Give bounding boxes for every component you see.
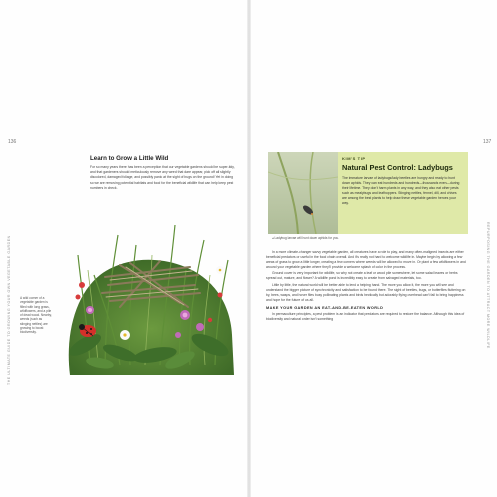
right-paragraph: Little by little, the natural world will be better able to lend a helping hand. The more you allow it, the more you will see and understand the bigger picture of synchronicity and satisfaction to be found there. The sight of beetles, bugs, or butterflies fluttering on by, bees, wasps, and hover flies busy pollinating plants and birds hectically but adorably flying overhead can't fail to bring happiness and hope for the future of us all. [266, 282, 466, 302]
right-paragraph: Ground cover is very important for wildlife, so why not create a leaf or wood pile somewhere, let some salad leaves or herbs spread out, mature, and flower? A wildlife pond is incredibly easy to create from salvaged materials, too. [266, 271, 458, 281]
right-paragraph: In a more climate-changer savvy vegetable garden, all creatures have a role to play, and many often-maligned insects are either beneficial predators or useful in the food chain overall. And it's really not hard to welcome wildlife in. Maybe begin by allowing a few areas of grass to grow a little longer, creating a few corners where weeds will be allowed to move in. Or plant a few wildflowers in and around your vegetable garden where they'll provide a welcome splash of color in the process. [266, 250, 466, 270]
right-paragraph: In permaculture principles, a pest problem is an indicator that predators are required to restore the balance. Although this idea of biodiversity and natural order isn't something [266, 312, 465, 322]
wild-garden-illustration [60, 215, 240, 380]
left-heading: Learn to Grow a Little Wild [90, 155, 169, 162]
left-page-number: 136 [8, 139, 17, 145]
book-gutter [247, 0, 251, 497]
left-intro-text: For so many years there has been a perception that our vegetable gardens should be super-tidy, and that gardeners should meticulously remove any weed that dare appear, pick off all slightly discolored, damaged foliage, and possibly panic at the sight of bugs on the ground! Yet in doing so we are removing potential habitats and food for the beneficial wildlife that can help keep pest numbers in check. [90, 165, 235, 190]
right-running-head: REPURPOSING THE GARDEN TO ATTRACT MORE WILDLIFE [486, 222, 490, 349]
tip-caption-text: Ladybug larvae will hunt down aphids for you. [274, 236, 339, 240]
left-caption: A wild corner of a vegetable garden is filled with long grass, wildflowers, and a pile of dead wood. Nearby, weeds (such as stinging nettles) are growing to boost biodiversity. [20, 296, 52, 335]
tip-title: Natural Pest Control: Ladybugs [342, 163, 453, 172]
tip-text: The immature larvae of ladybugs/lady beetles are hungry and ready to hunt down aphids. They can eat hundreds and hundreds—thousands even—during their lifetime. They don't harm plants in any way, and they also eat other pests such as mealybugs and leafhoppers. Stinging nettles, fennel, dill, and chives are among the best plants to help draw these vegetable garden heroes your way. [342, 176, 460, 205]
right-subheading: MAKE YOUR GARDEN AN EAT-AND-BE-EATEN WORLD [266, 305, 384, 310]
ladybug-larva-photo [268, 152, 338, 234]
right-body [266, 250, 466, 323]
tip-label: KIM'S TIP [342, 156, 366, 161]
tip-caption: ◂ Ladybug larvae will hunt down aphids for you. [272, 236, 339, 240]
right-page-number: 137 [483, 139, 492, 145]
left-running-head: THE ULTIMATE GUIDE TO GROWING YOUR OWN VEGETABLE GARDEN [7, 235, 11, 385]
